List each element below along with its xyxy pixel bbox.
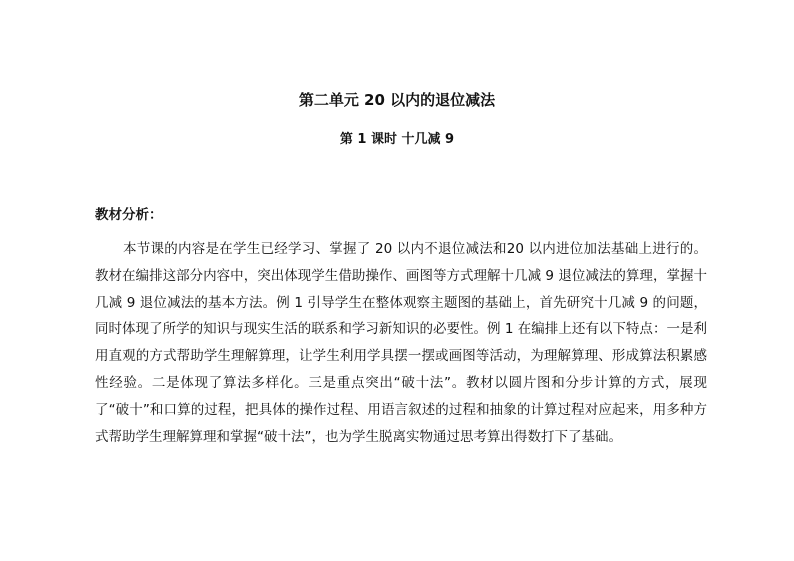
lesson-title: 第 1 课时 十几减 9 xyxy=(339,132,455,147)
section-heading: 教材分析： xyxy=(95,207,163,223)
body-paragraph: 本节课的内容是在学生已经学习、掌握了 20 以内不退位减法和20 以内进位加法基础上进行的。教材在编排这部分内容中，突出体现学生借助操作、画图等方式理解十几减 9 退位减法的算理，掌握十几减 9 退位减法的基本方法。例 1 引导学生在整体观察主题图的基础上，首先研究十几减 9 的问题，同时体现了所学的知识与现实生活的联系和学习新知识的必要性。例 1 在编排上还有以下特点：一是利用直观的方式帮助学生理解算理，让学生利用学具摆一摆或画图等活动，为理解算理、形成算法积累感性经验。二是体现了算法多样化。三是重点突出“破十法”。教材以圆片图和分步计算的方式，展现了“破十”和口算的过程，把具体的操作过程、用语言叙述的过程和抽象的计算过程对应起来，用多种方式帮助学生理解算理和掌握“破十法”，也为学生脱离实物通过思考算出得数打下了基础。 xyxy=(95,241,707,445)
unit-title: 第二单元 20 以内的退位减法 xyxy=(298,91,496,109)
